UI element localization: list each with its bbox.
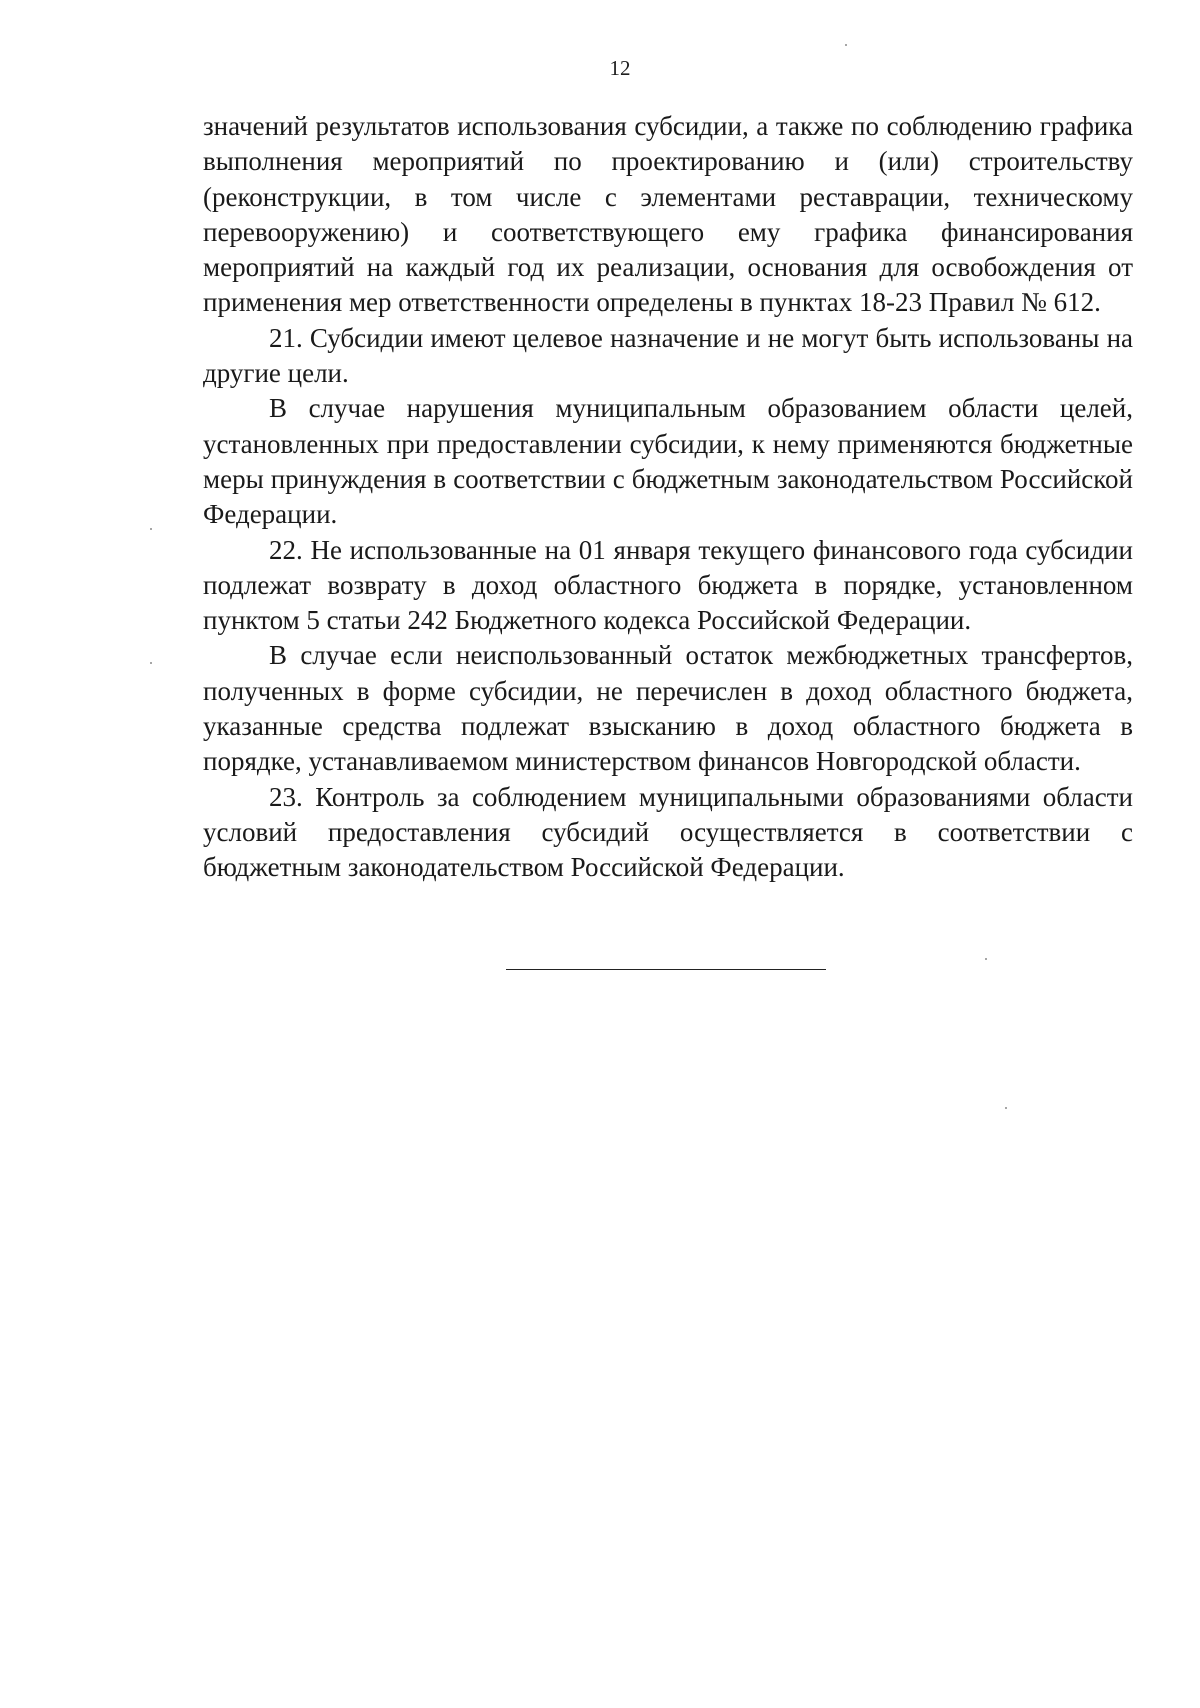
paragraph-item-22: 22. Не использованные на 01 января текущего финансового года субсидии подлежат возврату в доход областного бюджета в порядке, установленном пунктом 5 статьи 242 Бюджетного кодекса Российской Федерации. (203, 534, 1133, 636)
scan-speck (150, 528, 152, 530)
paragraph-item-22-unused-balance: В случае если неиспользованный остаток межбюджетных трансфертов, полученных в форме субсидии, не перечислен в доход областного бюджета, указанные средства подлежат взысканию в доход областного бюджета в порядке, устанавливаемом министерством финансов Новгородской области. (203, 640, 1133, 777)
scan-speck (1005, 1107, 1007, 1109)
scan-speck (985, 958, 987, 960)
paragraph-item-23: 23. Контроль за соблюдением муниципальными образованиями области условий предоставления субсидий осуществляется в соответствии с бюджетным законодательством Российской Федерации. (203, 781, 1133, 883)
scan-speck (845, 44, 847, 46)
document-end-rule (506, 969, 826, 970)
paragraph-continuation: значений результатов использования субсидии, а также по соблюдению графика выполнения мероприятий по проектированию и (или) строительству (реконструкции, в том числе с элементами реставрации, техническому перевооружению) и соответствующего ему графика финансирования мероприятий на каждый год их реализации, основания для освобождения от применения мер ответственности определены в пунктах 18-23 Правил № 612. (203, 111, 1133, 318)
document-body (203, 109, 1133, 886)
scan-speck (150, 662, 152, 664)
paragraph-item-21-violation: В случае нарушения муниципальным образованием области целей, установленных при предоставлении субсидии, к нему применяются бюджетные меры принуждения в соответствии с бюджетным законодательством Российской Федерации. (203, 393, 1133, 530)
paragraph-item-21: 21. Субсидии имеют целевое назначение и не могут быть использованы на другие цели. (203, 322, 1133, 389)
page-number: 12 (609, 56, 631, 80)
